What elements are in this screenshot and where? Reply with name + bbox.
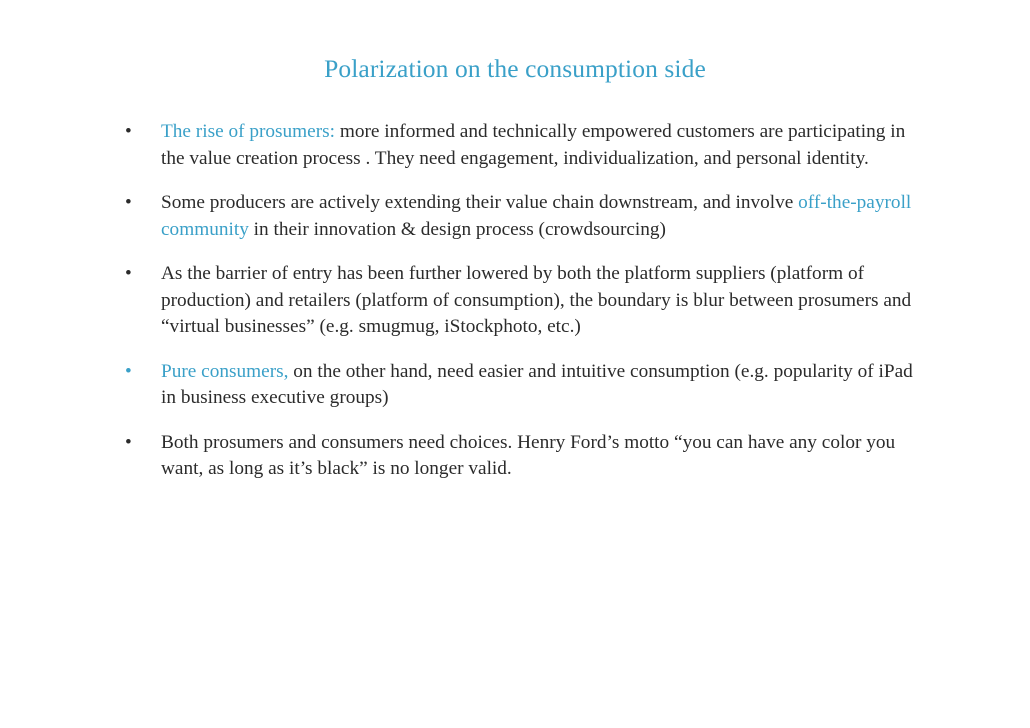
- bullet-highlight: The rise of prosumers:: [161, 121, 336, 142]
- bullet-item-pure-consumers: [125, 359, 915, 412]
- bullet-text: on the other hand, need easier and intuitive consumption (e.g. popularity of iPad in business executive groups): [161, 360, 913, 408]
- bullet-dot-icon: •: [125, 263, 132, 284]
- bullet-text: As the barrier of entry has been further lowered by both the platform suppliers (platform of production) and retailers (platform of consumption), the boundary is blur between prosumers and “virtual businesses” (e.g. smugmug, iStockphoto, etc.): [161, 263, 912, 337]
- bullet-dot-icon: •: [125, 121, 132, 142]
- bullet-dot-icon: •: [125, 431, 132, 453]
- bullet-item-choices: [125, 430, 915, 483]
- bullet-highlight: off-the-payroll community: [161, 192, 912, 240]
- bullet-item-barrier: [125, 261, 915, 341]
- bullet-text: Some producers are actively extending their value chain downstream, and involve: [161, 192, 799, 213]
- bullet-highlight: Pure consumers,: [161, 360, 289, 382]
- bullet-item-producers: [125, 190, 915, 243]
- bullet-text: Both prosumers and consumers need choices. Henry Ford’s motto “you can have any color you want, as long as it’s black” is no longer valid.: [161, 431, 896, 479]
- bullet-dot-icon: •: [125, 360, 132, 382]
- bullet-item-prosumers: [125, 119, 915, 172]
- bullet-list: [125, 119, 915, 501]
- bullet-text: in their innovation & design process (crowdsourcing): [248, 218, 666, 240]
- bullet-text: more informed and technically empowered customers are participating in the value creation process . They need engagement, individualization, and personal identity.: [161, 121, 906, 169]
- bullet-dot-icon: •: [125, 192, 132, 213]
- slide-title: Polarization on the consumption side: [324, 54, 706, 83]
